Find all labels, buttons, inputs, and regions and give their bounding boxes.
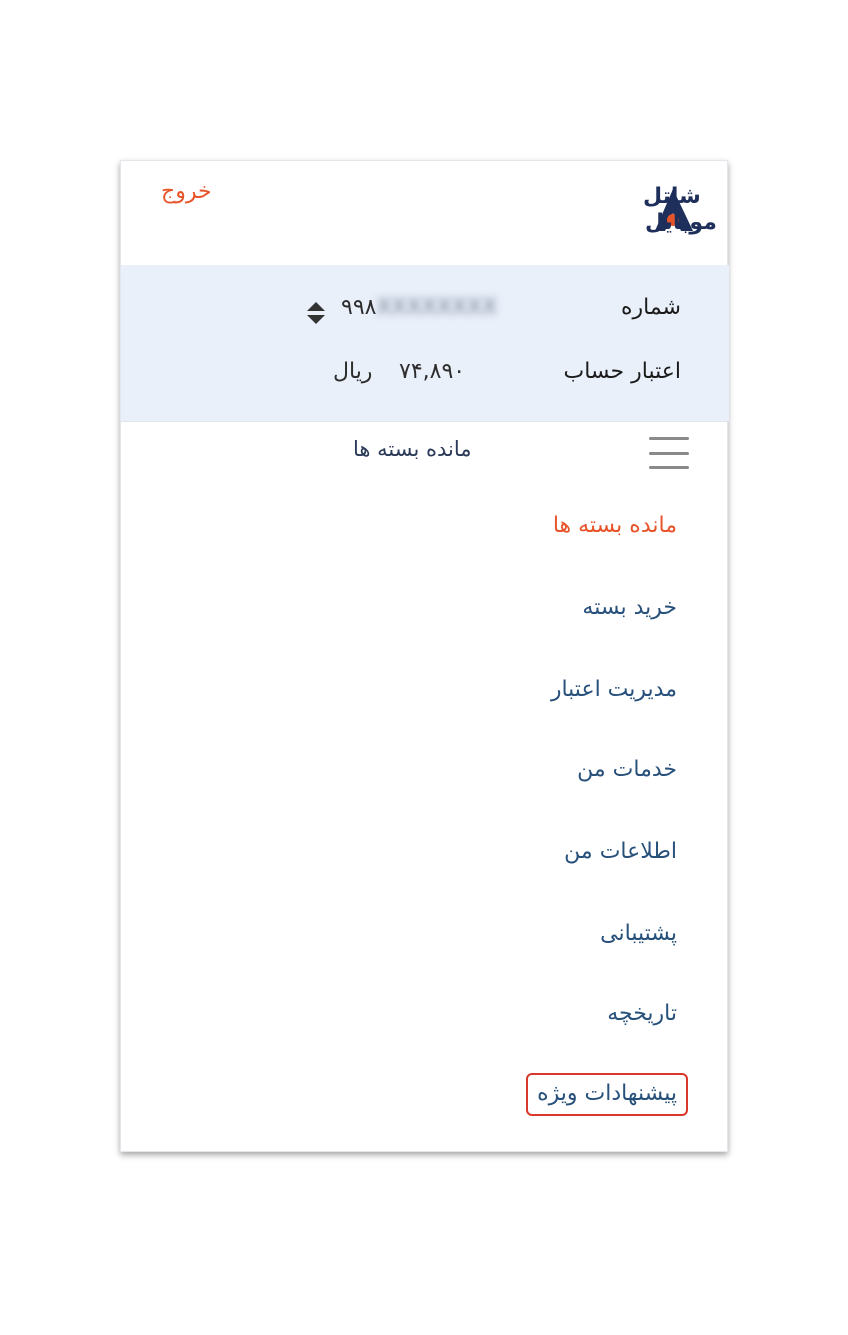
menu-item-my-services[interactable]: خدمات من <box>577 757 677 782</box>
hamburger-icon[interactable] <box>649 437 689 469</box>
phone-number-prefix: ۹۹۸ <box>341 295 377 320</box>
menu-item-my-info[interactable]: اطلاعات من <box>564 839 677 864</box>
credit-amount: ۷۴,۸۹۰ <box>399 359 466 384</box>
app-header <box>121 161 729 265</box>
menu-item-special-offers[interactable]: پیشنهادات ویژه <box>526 1073 688 1116</box>
logo-text-top: شاتل <box>643 184 701 209</box>
number-label: شماره <box>620 295 681 320</box>
phone-number-selector[interactable] <box>341 295 497 320</box>
logo-text-bottom: موبایل <box>645 210 717 235</box>
mobile-app-frame <box>120 160 728 1152</box>
menu-item-credit-management[interactable]: مدیریت اعتبار <box>550 677 677 702</box>
page-topbar <box>121 421 729 485</box>
account-summary <box>121 265 729 422</box>
menu-item-history[interactable]: تاریخچه <box>607 1001 677 1026</box>
sort-updown-icon[interactable] <box>306 300 326 326</box>
shatel-logo[interactable] <box>541 175 717 235</box>
credit-unit: ریال <box>333 359 373 384</box>
logout-link[interactable]: خروج <box>161 179 212 204</box>
page-title: مانده بسته ها <box>353 437 472 461</box>
phone-number-masked: XXXXXXXX <box>376 295 498 320</box>
menu-item-support[interactable]: پشتیبانی <box>600 921 677 946</box>
shatel-logo-graphic <box>541 175 717 235</box>
menu-item-buy-package[interactable]: خرید بسته <box>582 595 677 620</box>
menu-item-remaining-packages[interactable]: مانده بسته ها <box>552 513 677 538</box>
credit-label: اعتبار حساب <box>563 359 681 384</box>
